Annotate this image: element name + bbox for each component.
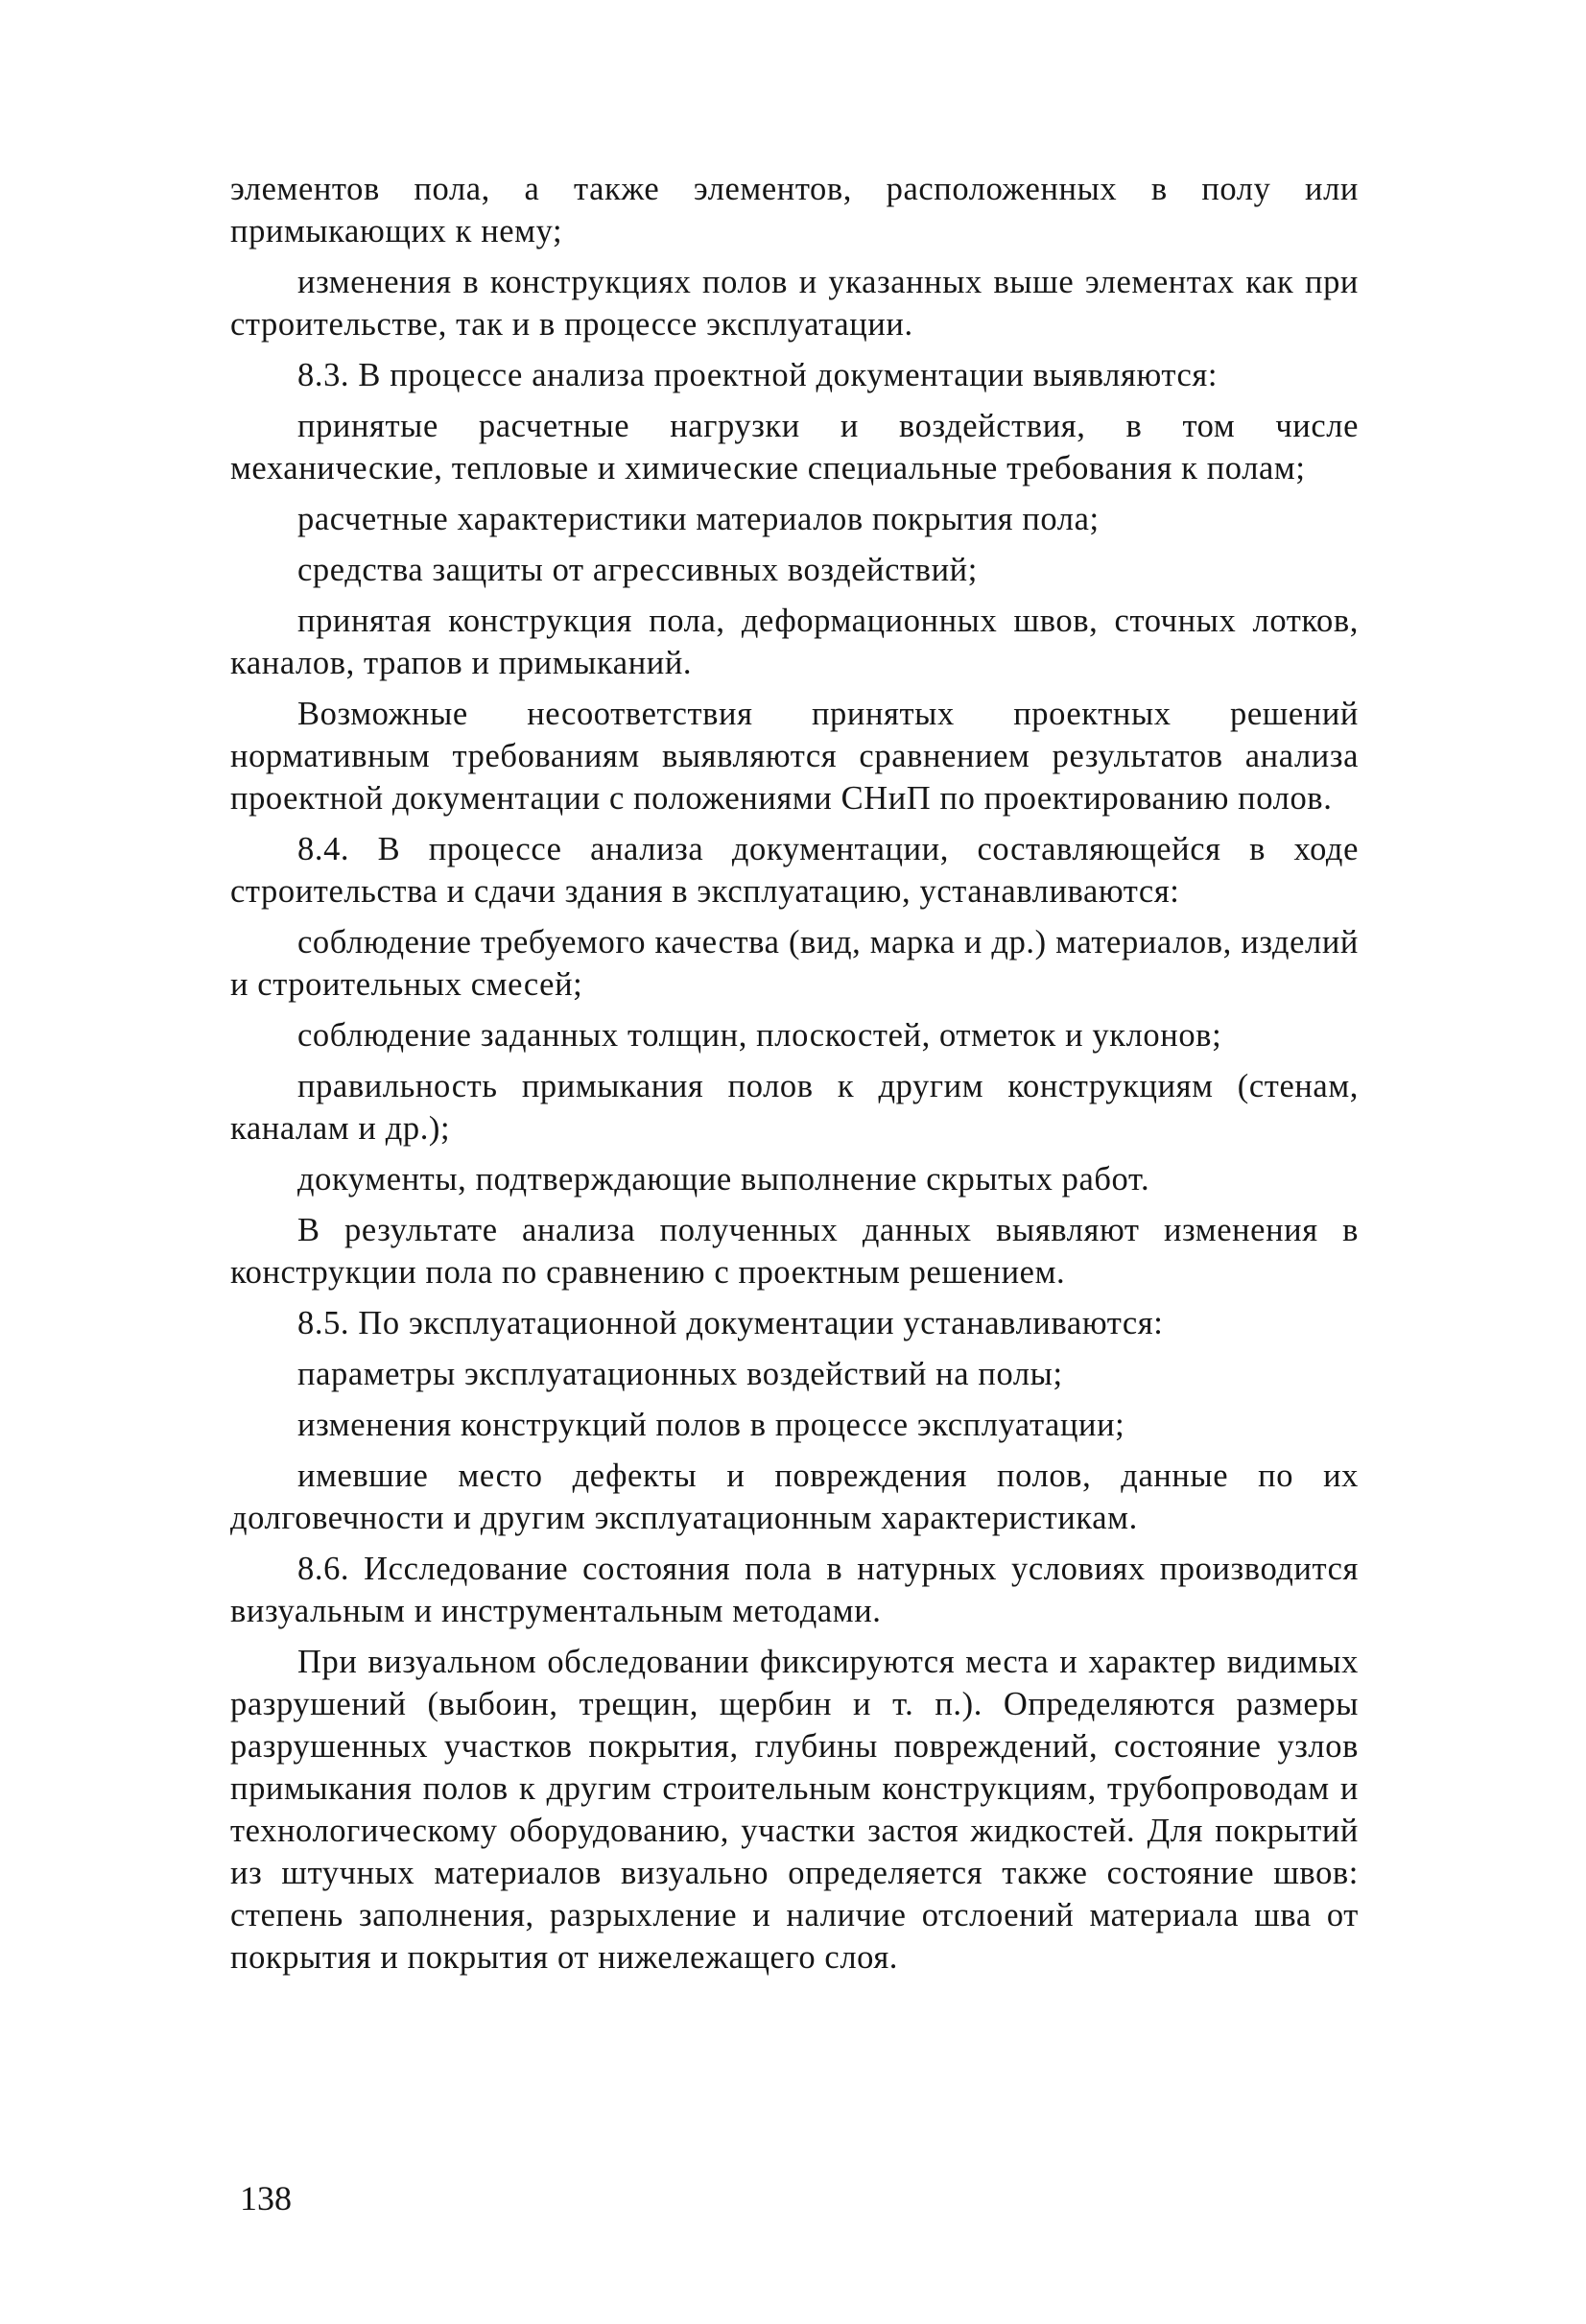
section-8-5-heading: 8.5. По эксплуатационной документации устанавливаются: <box>297 1305 1164 1341</box>
paragraph-8: Возможные несоответствия принятых проектных решений нормативным требованиям выявляются сравнением результатов анализа проектной документации с положениями СНиП по проектированию полов. <box>230 696 1359 817</box>
paragraph-1: элементов пола, а также элементов, расположенных в полу или примыкающих к нему; <box>230 171 1359 249</box>
section-8-3-heading: 8.3. В процессе анализа проектной документации выявляются: <box>297 357 1219 393</box>
paragraph-14: В результате анализа полученных данных выявляют изменения в конструкции пола по сравнению с проектным решением. <box>230 1212 1359 1291</box>
paragraph-11: соблюдение заданных толщин, плоскостей, отметок и уклонов; <box>297 1017 1222 1054</box>
paragraph-17: изменения конструкций полов в процессе эксплуатации; <box>297 1407 1125 1443</box>
paragraph-7: принятая конструкция пола, деформационных швов, сточных лотков, каналов, трапов и примыканий. <box>230 603 1359 681</box>
section-8-6-heading: 8.6. Исследование состояния пола в натурных условиях производится визуальным и инструментальным методами. <box>230 1551 1359 1629</box>
page-number: 138 <box>240 2179 292 2217</box>
paragraph-4: принятые расчетные нагрузки и воздействия, в том числе механические, тепловые и химические специальные требования к полам; <box>230 408 1359 486</box>
paragraph-20: При визуальном обследовании фиксируются места и характер видимых разрушений (выбоин, трещин, щербин и т. п.). Определяются размеры разрушенных участков покрытия, глубины повреждений, состояние узлов примыкания полов к другим строительным конструкциям, трубопроводам и технологическому оборудованию, участки застоя жидкостей. Для покрытий из штучных материалов визуально определяется также состояние швов: степень заполнения, разрыхление и наличие отслоений материала шва от покрытия и покрытия от нижележащего слоя. <box>230 1644 1359 1976</box>
paragraph-6: средства защиты от агрессивных воздействий; <box>297 552 978 588</box>
paragraph-5: расчетные характеристики материалов покрытия пола; <box>297 501 1100 537</box>
paragraph-16: параметры эксплуатационных воздействий на полы; <box>297 1356 1063 1392</box>
paragraph-12: правильность примыкания полов к другим конструкциям (стенам, каналам и др.); <box>230 1068 1359 1147</box>
paragraph-13: документы, подтверждающие выполнение скрытых работ. <box>297 1161 1150 1198</box>
section-8-4-heading: 8.4. В процессе анализа документации, составляющейся в ходе строительства и сдачи здания в эксплуатацию, устанавливаются: <box>230 831 1359 910</box>
paragraph-18: имевшие место дефекты и повреждения полов, данные по их долговечности и другим эксплуатационным характеристикам. <box>230 1458 1359 1536</box>
paragraph-10: соблюдение требуемого качества (вид, марка и др.) материалов, изделий и строительных смесей; <box>230 924 1359 1003</box>
paragraph-2: изменения в конструкциях полов и указанных выше элементах как при строительстве, так и в процессе эксплуатации. <box>230 264 1359 343</box>
page-body <box>230 168 1359 1987</box>
